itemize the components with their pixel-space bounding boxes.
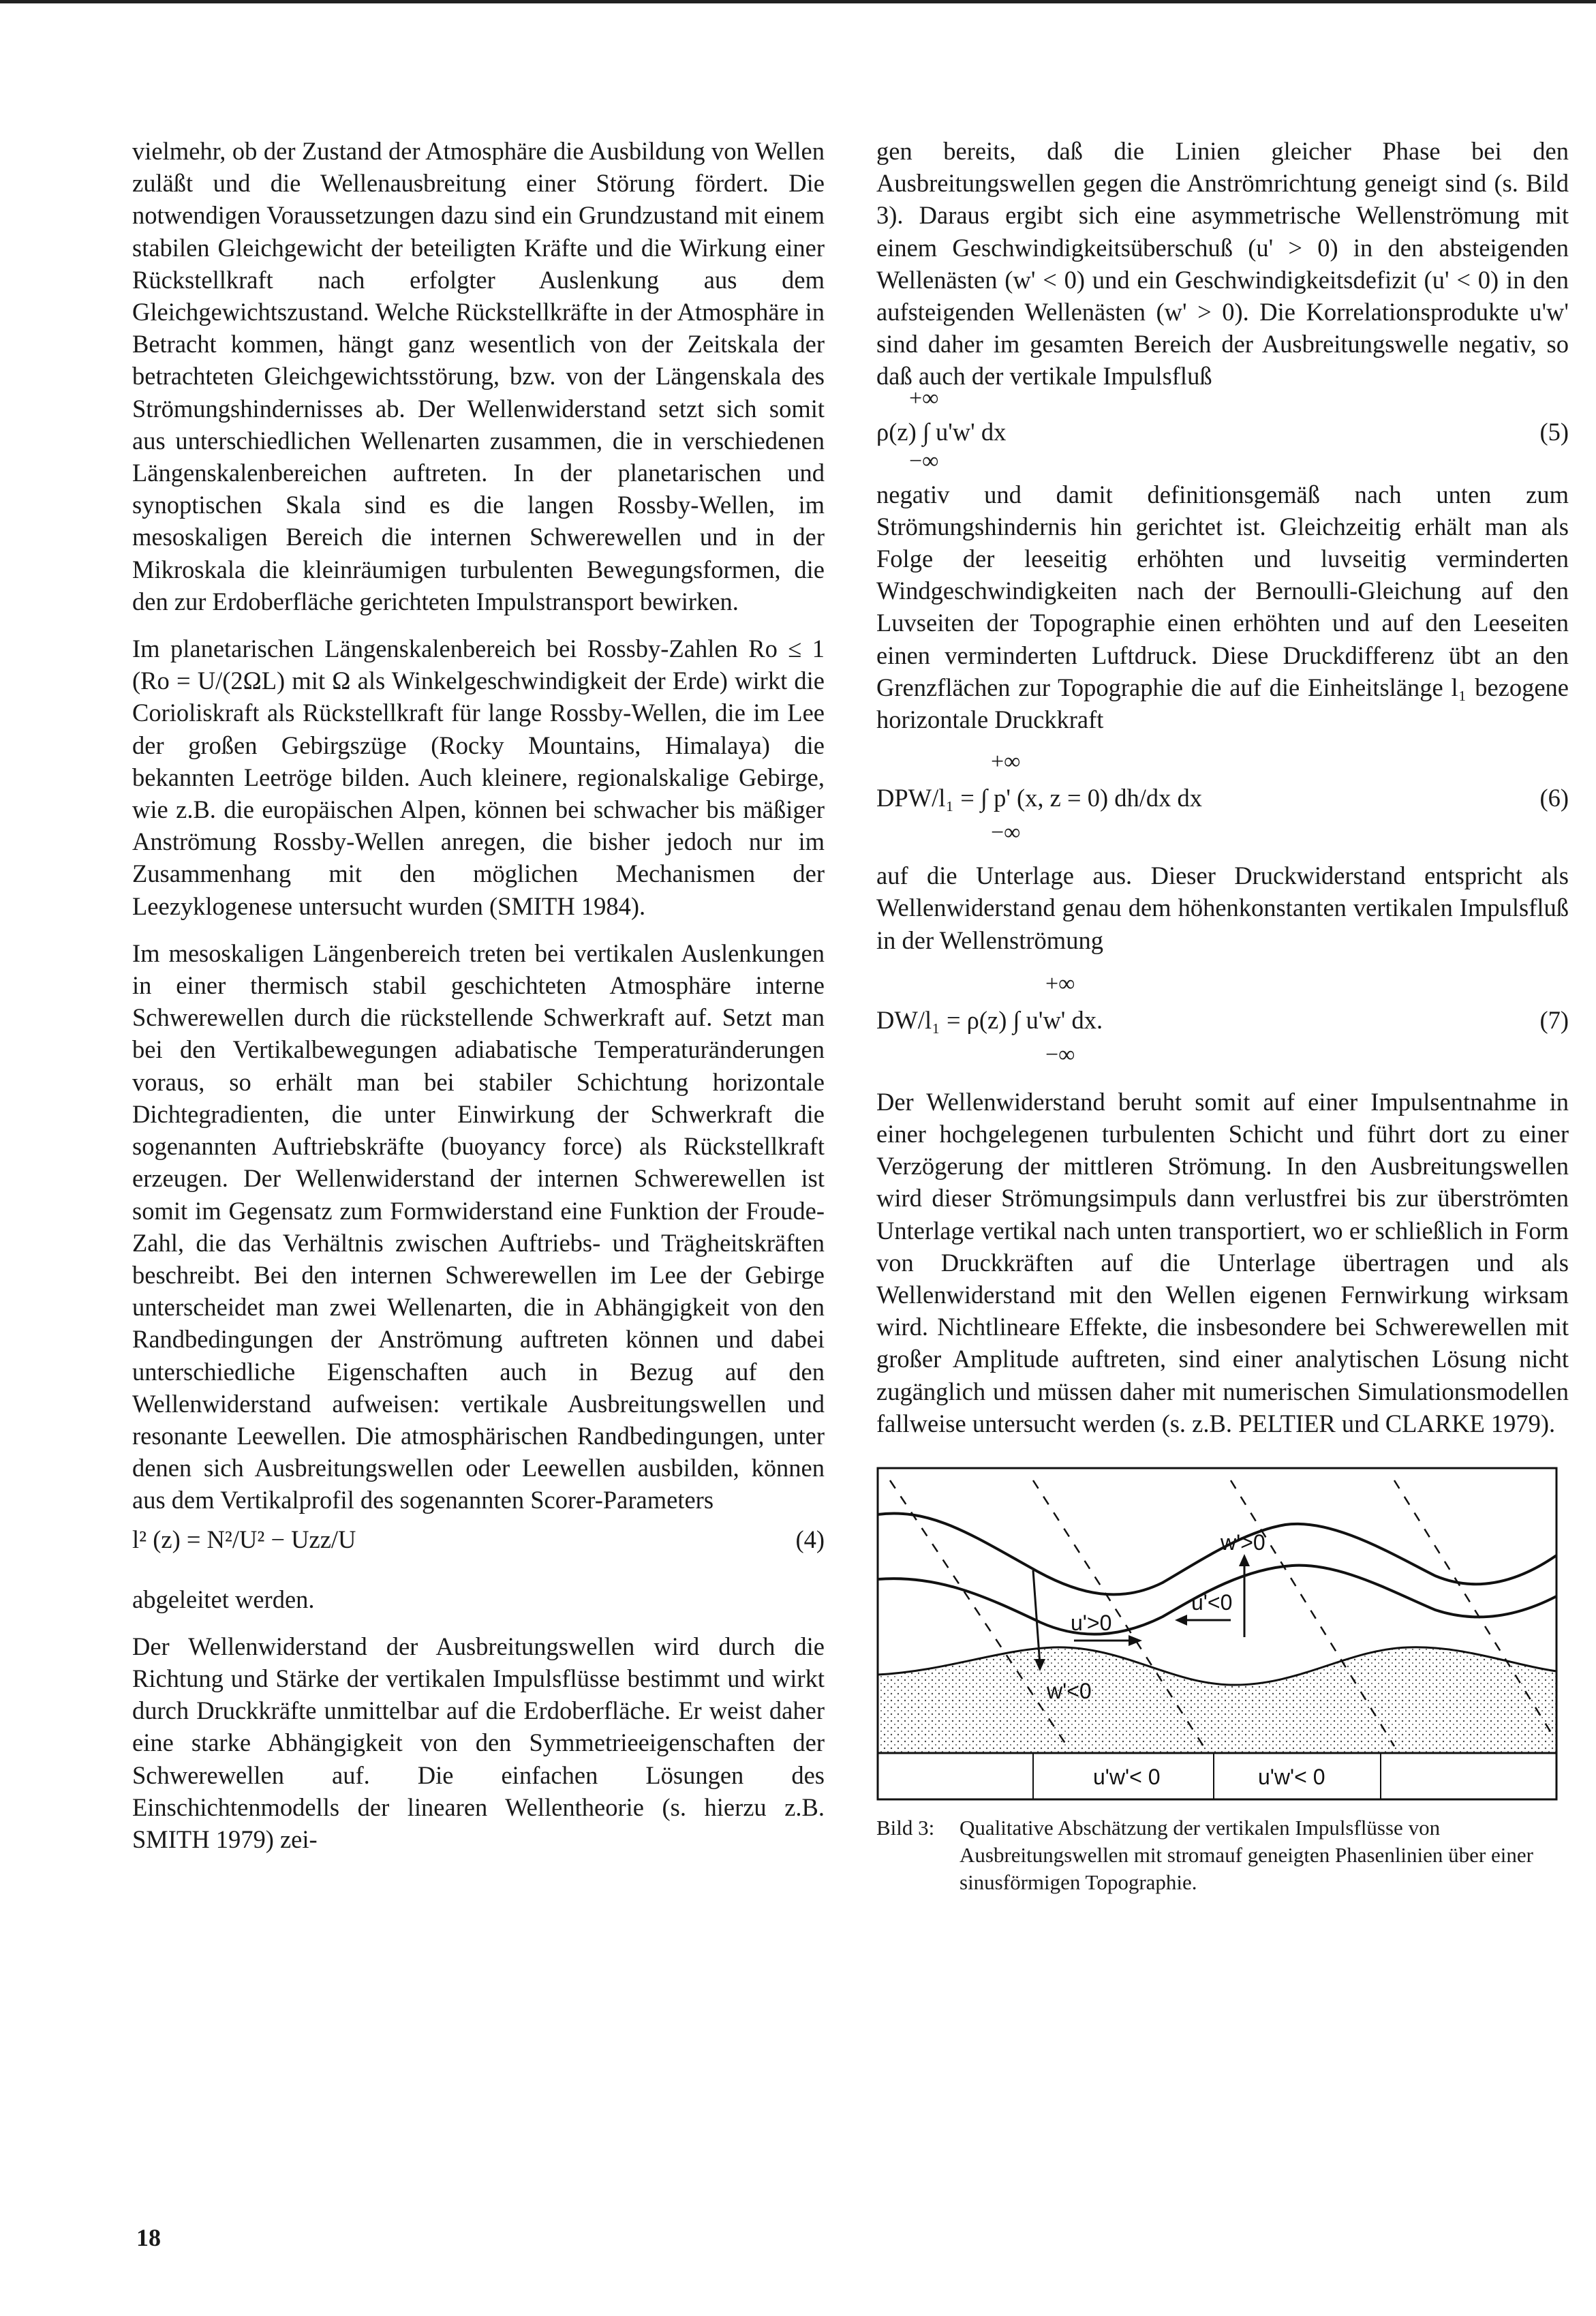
equation-7-upper-limit: +∞: [1045, 971, 1075, 996]
figure-3: [876, 1467, 1569, 1896]
left-paragraph-1: vielmehr, ob der Zustand der Atmosphäre die Ausbildung von Wellen zuläßt und die Wellenausbreitung einer Störung fördert. Die notwendigen Voraussetzungen dazu sind ein Grundzustand mit einem stabilen Gleichgewicht der beteiligten Kräfte und die Wirkung einer Rückstellkraft nach erfolgter Auslenkung aus dem Gleichgewichtszustand. Welche Rückstellkräfte in der Atmosphäre in Betracht kommen, hängt ganz wesentlich von der Zeitskala der betrachteten Gleichgewichtsstörung, bzw. von der Längenskala des Strömungshindernisses ab. Der Wellenwiderstand setzt sich somit aus unterschiedlichen Wellenarten zusammen, die in verschiedenen Längenskalenbereichen auftreten. In der planetarischen und synoptischen Skala sind es die langen Rossby-Wellen, im mesoskaligen Bereich die internen Schwerewellen und in der Mikroskala die kleinräumigen turbulenten Bewegungsformen, die den zur Erdoberfläche gerichteten Impulstransport bewirken.: [132, 137, 825, 615]
label-uw-right: u'w'< 0: [1258, 1765, 1325, 1790]
equation-7-lower-limit: −∞: [1045, 1041, 1075, 1067]
equation-6-number: (6): [1539, 784, 1569, 812]
left-paragraph-4: abgeleitet werden.: [132, 1585, 315, 1613]
label-u-negative: u'<0: [1191, 1590, 1233, 1615]
right-paragraph-4: Der Wellenwiderstand beruht somit auf einer Impulsentnahme in einer hochgelegenen turbulenten Schicht und führt dort zu einer Verzögerung der mittleren Strömung. In den Ausbreitungswellen wird dieser Strömungsimpuls dann verlustfrei bis zur überströmten Unterlage vertikal nach unten transportiert, wo er schließlich in Form von Druckkräften auf die Unterlage übertragen und als Wellenwiderstand mit den Wellen eigenen Fernwirkung wirksam wird. Nichtlineare Effekte, die insbesondere bei Schwerewellen mit großer Amplitude auftreten, sind einer analytischen Lösung nicht zugänglich und müssen daher mit numerischen Simulationsmodellen fallweise untersucht werden (s. z.B. PELTIER und CLARKE 1979).: [876, 1087, 1569, 1437]
page-number: 18: [136, 2224, 161, 2251]
left-paragraph-2: Im planetarischen Längenskalenbereich bei Rossby-Zahlen Ro ≤ 1 (Ro = U/(2ΩL) mit Ω als Winkelgeschwindigkeit der Erde) wirkt die Corioliskraft als Rückstellkraft für lange Rossby-Wellen, die im Lee der großen Gebirgszüge (Rocky Mountains, Himalaya) die bekannten Leetröge bilden. Auch kleinere, regionalskalige Gebirge, wie z.B. die europäischen Alpen, können bei schwacher bis mäßiger Anströmung Rossby-Wellen anregen, die bisher jedoch nur im Zusammenhang mit den möglichen Mechanismen der Leezyklogenese untersucht wurden (SMITH 1984).: [132, 635, 825, 920]
equation-4: [132, 1521, 825, 1563]
equation-5-upper-limit: +∞: [909, 385, 939, 411]
equation-6-lower-limit: −∞: [991, 820, 1021, 846]
caption-label: Bild 3:: [876, 1816, 935, 1840]
equation-5-lower-limit: −∞: [909, 448, 939, 474]
left-paragraph-5: Der Wellenwiderstand der Ausbreitungswellen wird durch die Richtung und Stärke der vertikalen Impulsflüsse bestimmt und wirkt durch Druckkräfte unmittelbar auf die Erdoberfläche. Er weist daher eine starke Abhängigkeit von den Symmetrieeigenschaften der Schwerewellen auf. Die einfachen Lösungen des Einschichtenmodells der linearen Wellentheorie (s. hierzu z.B. SMITH 1979) zei-: [132, 1632, 825, 1853]
equation-5-number: (5): [1539, 417, 1569, 446]
equation-7-formula: DW/l₁ = ρ(z) ∫ u'w' dx.: [876, 1005, 1103, 1034]
equation-5-formula: ρ(z) ∫ u'w' dx: [876, 417, 1007, 446]
caption-text: Qualitative Abschätzung der vertikalen Impulsflüsse von Ausbreitungswellen mit stromauf geneigten Phasenlinien über einer sinusförmigen Topographie.: [960, 1816, 1533, 1895]
top-rule: [0, 0, 1596, 3]
equation-7: [876, 971, 1569, 1073]
left-column: [132, 135, 825, 1870]
equation-6: [876, 749, 1569, 851]
right-paragraph-3: auf die Unterlage aus. Dieser Druckwiderstand entspricht als Wellenwiderstand genau dem höhenkonstanten vertikalen Impulsfluß in der Wellenströmung: [876, 862, 1569, 954]
label-w-negative: w'<0: [1047, 1679, 1092, 1704]
label-w-positive: w'>0: [1221, 1530, 1265, 1555]
right-paragraph-2: negativ und damit definitionsgemäß nach unten zum Strömungshindernis hin gerichtet ist. Gleichzeitig erhält man als Folge der leeseitig erhöhten und luvseitig verminderten Windgeschwindigkeiten nach der Bernoulli-Gleichung auf den Luvseiten der Topographie einen erhöhten und auf den Leeseiten einen verminderten Luftdruck. Diese Druckdifferenz übt an den Grenzflächen zur Topographie die auf die Einheitslänge l₁ bezogene horizontale Druckkraft: [876, 480, 1569, 734]
wave-diagram: [876, 1467, 1558, 1801]
equation-5: [876, 383, 1569, 478]
right-column: [876, 135, 1569, 1896]
label-uw-left: u'w'< 0: [1093, 1765, 1161, 1790]
right-paragraph-1: gen bereits, daß die Linien gleicher Phase bei den Ausbreitungswellen gegen die Anströmrichtung geneigt sind (s. Bild 3). Daraus ergibt sich eine asymmetrische Wellenströmung mit einem Geschwindigkeitsüberschuß (u' > 0) in den absteigenden Wellenästen (w' < 0) und ein Geschwindigkeitsdefizit (u' < 0) in den aufsteigenden Wellenästen (w' > 0). Die Korrelationsprodukte u'w' sind daher im gesamten Bereich der Ausbreitungswelle negativ, so daß auch der vertikale Impulsfluß: [876, 137, 1569, 391]
left-paragraph-3: Im mesoskaligen Längenbereich treten bei vertikalen Auslenkungen in einer thermisch stabil geschichteten Atmosphäre interne Schwerewellen durch die rückstellende Schwerkraft auf. Setzt man bei den Vertikalbewegungen adiabatische Temperaturänderungen voraus, so erhält man bei stabiler Schichtung horizontale Dichtegradienten, die unter Einwirkung der Schwerkraft die sogenannten Auftriebskräfte (buoyancy force) als Rückstellkraft erzeugen. Der Wellenwiderstand der internen Schwerewellen ist somit im Gegensatz zum Formwiderstand eine Funktion der Froude-Zahl, die das Verhältnis zwischen Auftriebs- und Trägheitskräften beschreibt. Bei den internen Schwerewellen im Lee der Gebirge unterscheidet man zwei Wellenarten, die in Abhängigkeit von den Randbedingungen der Anströmung auftreten können und dabei unterschiedliche Eigenschaften auch in Bezug auf den Wellenwiderstand aufweisen: vertikale Ausbreitungswellen und resonante Leewellen. Die atmosphärischen Randbedingungen, unter denen sich Ausbreitungswellen oder Leewellen ausbilden, können aus dem Vertikalprofil des sogenannten Scorer-Parameters: [132, 939, 825, 1514]
equation-6-formula: DPW/l₁ = ∫ p' (x, z = 0) dh/dx dx: [876, 784, 1203, 812]
equation-4-formula: l² (z) = N²/U² − Uzz/U: [132, 1525, 356, 1553]
figure-caption: [876, 1814, 1569, 1896]
equation-7-number: (7): [1539, 1005, 1569, 1034]
label-u-positive: u'>0: [1071, 1611, 1112, 1636]
equation-4-number: (4): [795, 1525, 825, 1553]
equation-6-upper-limit: +∞: [991, 749, 1021, 775]
